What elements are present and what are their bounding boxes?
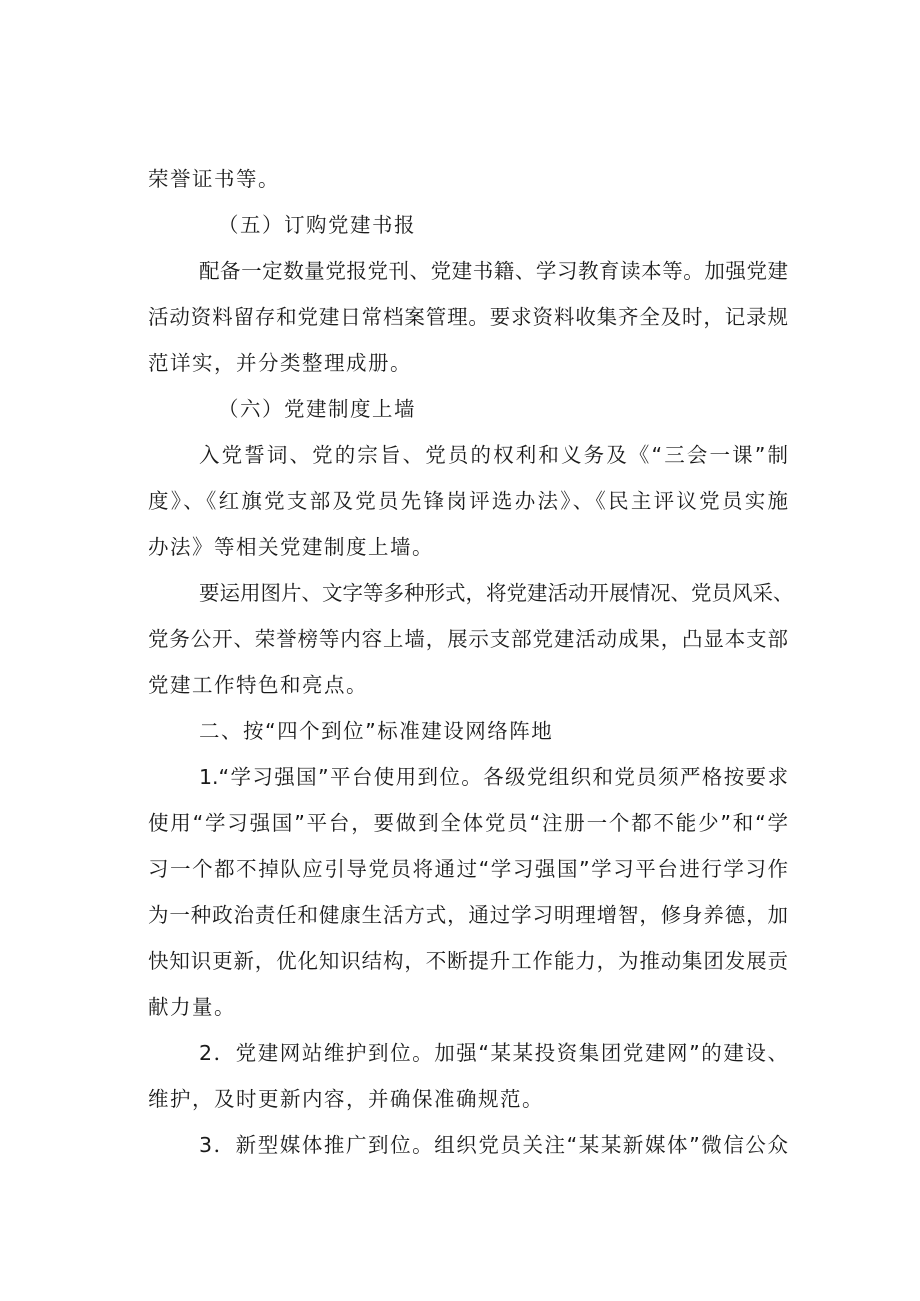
text-line: 要运用图片、文字等多种形式，将党建活动开展情况、党员风采、 — [199, 581, 794, 605]
section-heading: 二、按“四个到位”标准建设网络阵地 — [199, 719, 554, 743]
text-line: 入党誓词、党的宗旨、党员的权利和义务及《“三会一课”制 — [199, 443, 788, 467]
text-line: 习一个都不掉队应引导党员将通过“学习强国”学习平台进行学习作 — [148, 857, 788, 881]
text-line: 荣誉证书等。 — [148, 167, 280, 191]
text-line: 为一种政治责任和健康生活方式，通过学习明理增智，修身养德，加 — [148, 903, 788, 927]
text-line: 维护，及时更新内容，并确保准确规范。 — [148, 1087, 544, 1111]
text-line: 快知识更新，优化知识结构，不断提升工作能力，为推动集团发展贡 — [148, 949, 788, 973]
text-line: 度》、《红旗党支部及党员先锋岗评选办法》、《民主评议党员实施 — [148, 489, 788, 513]
text-line: 党建工作特色和亮点。 — [148, 673, 368, 697]
text-line: 办法》等相关党建制度上墙。 — [148, 535, 434, 559]
text-line: 使用“学习强国”平台，要做到全体党员“注册一个都不能少”和“学 — [148, 811, 788, 835]
text-line: 1.“学习强国”平台使用到位。各级党组织和党员须严格按要求 — [199, 765, 788, 789]
text-line: 献力量。 — [148, 995, 236, 1019]
text-line: 3．新型媒体推广到位。组织党员关注“某某新媒体”微信公众 — [199, 1133, 788, 1157]
text-line: 范详实，并分类整理成册。 — [148, 351, 412, 375]
section-heading: （六）党建制度上墙 — [218, 397, 416, 421]
text-line: 2．党建网站维护到位。加强“某某投资集团党建网”的建设、 — [199, 1041, 788, 1065]
text-line: 党务公开、荣誉榜等内容上墙，展示支部党建活动成果，凸显本支部 — [148, 627, 788, 651]
text-line: 活动资料留存和党建日常档案管理。要求资料收集齐全及时，记录规 — [148, 305, 788, 329]
text-line: 配备一定数量党报党刊、党建书籍、学习教育读本等。加强党建 — [199, 259, 788, 283]
section-heading: （五）订购党建书报 — [218, 213, 416, 237]
